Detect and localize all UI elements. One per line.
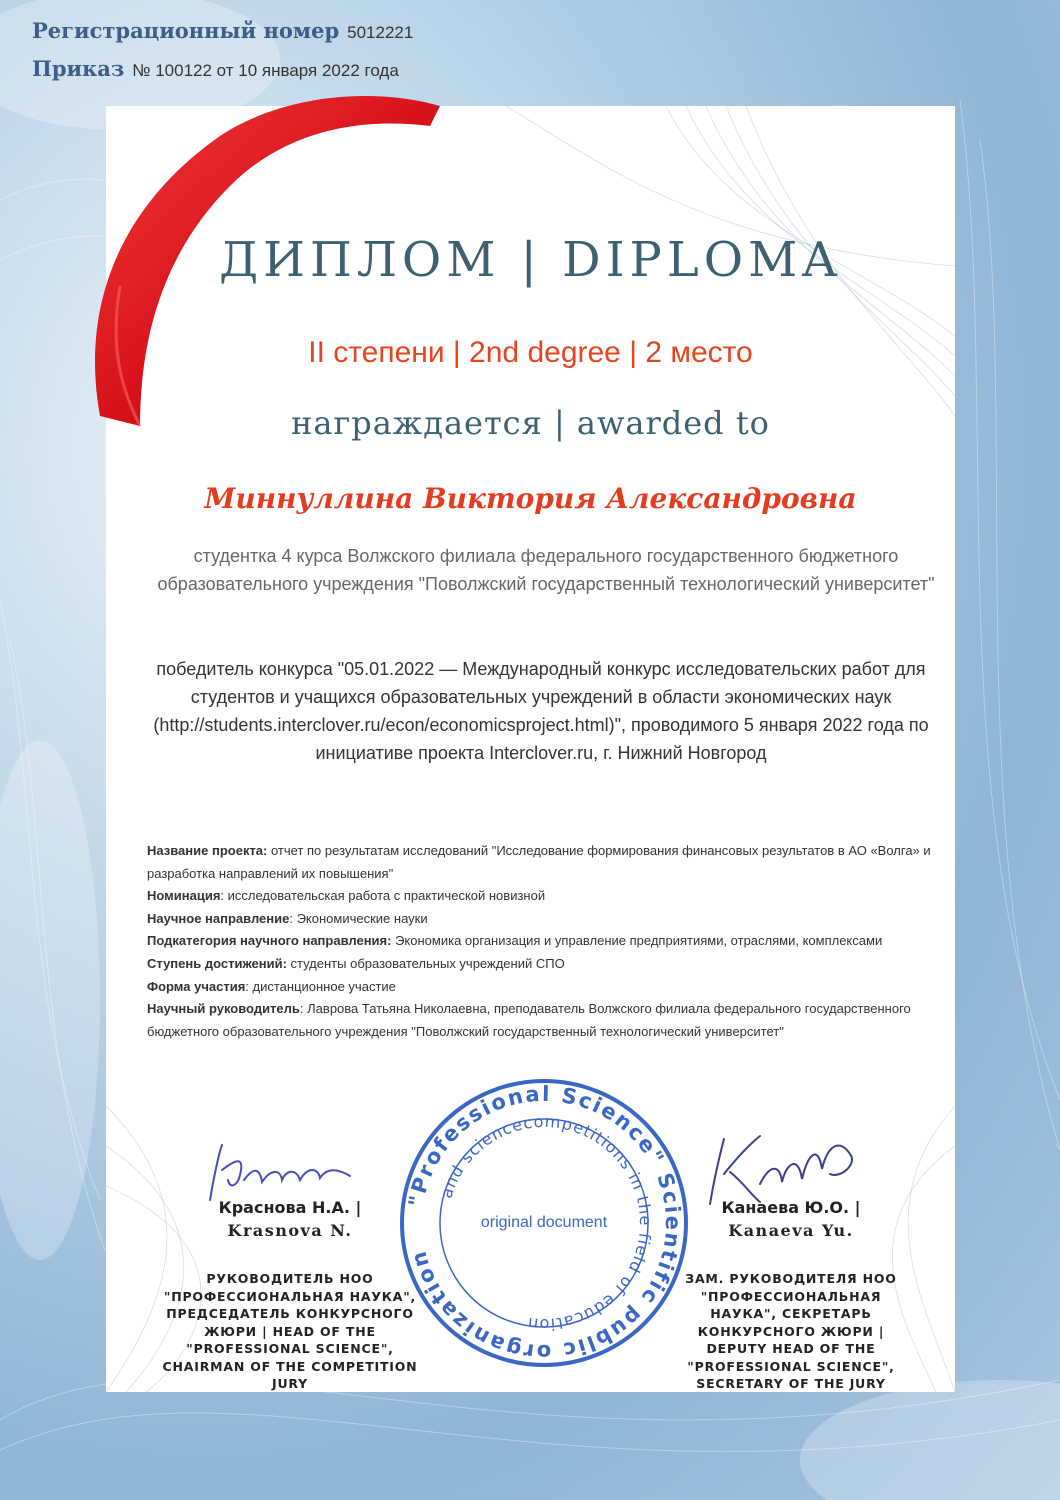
signatory-right-role: ЗАМ. РУКОВОДИТЕЛЯ НОО "ПРОФЕССИОНАЛЬНАЯ НАУКА", СЕКРЕТАРЬ КОНКУРСНОГО ЖЮРИ | DEPUTY HEAD OF THE "PROFESSIONAL SCIENCE", SECRETARY OF THE JURY (685, 1271, 897, 1391)
detail-level (147, 953, 937, 976)
project-details (147, 840, 937, 1043)
degree-label: II степени | 2nd degree | 2 место (308, 336, 753, 369)
detail-value: студенты образовательных учреждений СПО (286, 955, 565, 971)
detail-nomination (147, 885, 937, 908)
detail-form (147, 976, 937, 999)
detail-label: Научный руководитель (147, 1001, 300, 1017)
signatory-left-name: Краснова Н.А. | (218, 1198, 362, 1217)
detail-value: : дистанционное участие (245, 978, 396, 994)
detail-label: Форма участия (147, 978, 246, 994)
order-label: Приказ (32, 56, 125, 81)
detail-project (147, 840, 937, 885)
contest-info: победитель конкурса "05.01.2022 — Международный конкурс исследовательских работ для студентов и учащихся образовательных учреждений в области экономических наук (http://students.interclover.ru/econ/economicsproject.html)", проводимого 5 января 2022 года по инициативе проекта Interclover.ru, г. Нижний Новгород (153, 659, 929, 763)
detail-label: Подкатегория научного направления: (147, 933, 392, 949)
stamp-inner-text: and sciencecompetitions in the field of education (436, 1111, 656, 1335)
detail-value: Экономика организация и управление предприятиями, отраслями, комплексами (391, 933, 883, 949)
stamp-outer-text: "Professional Science" Scientific public organization (404, 1081, 686, 1365)
detail-direction (147, 908, 937, 931)
detail-value: отчет по результатам исследований "Исследование формирования финансовых результатов в АО «Волга» и разработка направлений их повышения" (147, 843, 931, 881)
detail-supervisor (147, 998, 937, 1043)
awarded-label: награждается | awarded to (291, 404, 770, 442)
registration-number-row (32, 18, 413, 56)
official-stamp (398, 1077, 690, 1369)
registration-number-label: Регистрационный номер (32, 18, 340, 43)
detail-subcategory (147, 930, 937, 953)
signatory-right-name: Канаева Ю.О. | (721, 1198, 861, 1217)
detail-label: Ступень достижений: (147, 955, 287, 971)
stamp-center-text: original document (480, 1214, 608, 1231)
detail-value: : Лаврова Татьяна Николаевна, преподаватель Волжского филиала федерального государственного бюджетного образовательного учреждения "Поволжский государственный технологический университет" (147, 1001, 911, 1039)
detail-label: Название проекта: (147, 843, 268, 858)
signatory-left-latin: Krasnova N. (227, 1221, 353, 1240)
detail-label: Научное направление (147, 910, 290, 926)
signatory-right (668, 1196, 914, 1393)
detail-value: : Экономические науки (289, 910, 428, 926)
signatory-right-latin: Kanaeva Yu. (728, 1221, 854, 1240)
diploma-title: ДИПЛОМ | DIPLOMA (219, 232, 842, 288)
signatory-left-role: РУКОВОДИТЕЛЬ НОО "ПРОФЕССИОНАЛЬНАЯ НАУКА", ПРЕДСЕДАТЕЛЬ КОНКУРСНОГО ЖЮРИ | HEAD OF THE "PROFESSIONAL SCIENCE", CHAIRMAN OF THE COMPETITION JURY (162, 1271, 418, 1391)
detail-value: : исследовательская работа с практической новизной (220, 888, 546, 904)
registration-header (32, 18, 413, 94)
student-info: студентка 4 курса Волжского филиала федерального государственного бюджетного образовательного учреждения "Поволжский государственный технологический университет" (157, 546, 935, 594)
recipient-name: Миннуллина Виктория Александровна (204, 482, 857, 515)
order-value: № 100122 от 10 января 2022 года (132, 61, 399, 80)
detail-label: Номинация (147, 888, 221, 904)
registration-number-value: 5012221 (347, 23, 414, 42)
signatory-left (160, 1196, 420, 1393)
